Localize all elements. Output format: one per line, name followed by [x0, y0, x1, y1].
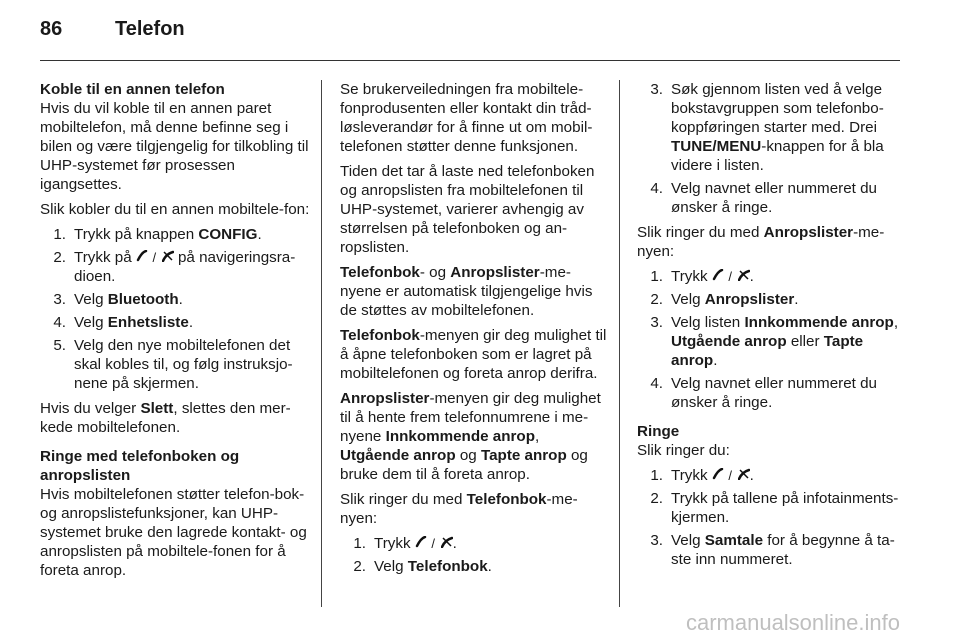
phone-icon: [136, 250, 148, 262]
list-item: 3. Velg Samtale for å begynne å ta-ste inn nummeret.: [650, 532, 895, 568]
paragraph: Tiden det tar å laste ned telefonboken og anropslisten fra mobiltelefonen til UHP-systemet, varierer avhengig av størrelsen på telefonboken og an-ropslisten.: [340, 163, 595, 256]
phone-icon: [712, 468, 724, 480]
column-2: [340, 80, 608, 582]
column-divider: [619, 80, 620, 607]
list-item: 3. Søk gjennom listen ved å velge bokstavgruppen som telefonbo-koppføringen starter med. Drei TUNE/MENU-knappen for å bla videre i listen.: [650, 81, 884, 174]
list-item: 2. Velg Anropslister.: [650, 291, 799, 308]
list-item: 2. Trykk på tallene på infotainments-kjermen.: [650, 490, 899, 526]
page-title: Telefon: [115, 18, 185, 40]
paragraph: Hvis du velger Slett, slettes den mer-kede mobiltelefonen.: [40, 400, 291, 436]
column-divider: [321, 80, 322, 607]
phone-icon: [712, 269, 724, 281]
column-3: [637, 80, 905, 575]
step-list: [40, 225, 310, 393]
hangup-icon: [738, 468, 750, 480]
paragraph: Telefonbok-menyen gir deg mulighet til å åpne telefonboken som er lagret på mobiltelefonen og foreta anrop derifra.: [340, 327, 607, 382]
list-item: 4. Velg Enhetsliste.: [53, 314, 194, 331]
page-number: 86: [40, 18, 63, 40]
paragraph: Slik ringer du med Telefonbok-me-nyen:: [340, 491, 578, 527]
watermark: carmanualsonline.info: [685, 610, 900, 635]
step-list: [340, 534, 608, 576]
step-list: [637, 466, 905, 569]
paragraph: Slik kobler du til en annen mobiltele-fon:: [40, 201, 310, 218]
phone-icon: [415, 536, 427, 548]
paragraph: Hvis mobiltelefonen støtter telefon-bok- og anropslistefunksjoner, kan UHP-systemet bruke den lagrede kontakt- og anropslisten på mobiltele-fonen for å foreta anrop.: [40, 486, 307, 579]
paragraph: Telefonbok- og Anropslister-me-nyene er automatisk tilgjengelige hvis de støttes av mobiltelefonen.: [340, 264, 593, 319]
hangup-icon: [162, 250, 174, 262]
heading-koble: Koble til en annen telefon: [40, 81, 225, 98]
hangup-icon: [738, 269, 750, 281]
list-item: 2. Trykk på / på navigeringsra-dioen.: [53, 249, 296, 285]
list-item: 1. Trykk på knappen CONFIG.: [53, 226, 262, 243]
list-item: 4. Velg navnet eller nummeret du ønsker å ringe.: [650, 375, 877, 411]
step-list: [637, 267, 905, 412]
list-item: 1. Trykk / .: [650, 467, 754, 484]
step-list: [637, 80, 905, 217]
column-1: [40, 80, 310, 586]
list-item: 3. Velg listen Innkommende anrop, Utgående anrop eller Tapte anrop.: [650, 314, 899, 369]
paragraph: Hvis du vil koble til en annen paret mobiltelefon, må denne befinne seg i bilen og være tilgjengelig for tilkobling til UHP-systemet før prosessen igangsettes.: [40, 100, 309, 193]
list-item: 1. Trykk / .: [353, 535, 457, 552]
header-rule: [40, 60, 900, 61]
list-item: 1. Trykk / .: [650, 268, 754, 285]
heading-ringe-telefonbok: Ringe med telefonboken og anropslisten: [40, 448, 240, 484]
list-item: 5. Velg den nye mobiltelefonen det skal kobles til, og følg instruksjo-nene på skjermen.: [53, 337, 293, 392]
list-item: 3. Velg Bluetooth.: [53, 291, 183, 308]
list-item: 2. Velg Telefonbok.: [353, 558, 492, 575]
list-item: 4. Velg navnet eller nummeret du ønsker å ringe.: [650, 180, 877, 216]
heading-ringe: Ringe: [637, 423, 680, 440]
paragraph: Slik ringer du med Anropslister-me-nyen:: [637, 224, 885, 260]
hangup-icon: [441, 536, 453, 548]
page-header: [40, 18, 185, 48]
paragraph: Anropslister-menyen gir deg mulighet til å hente frem telefonnumrene i me-nyene Innkommende anrop, Utgående anrop og Tapte anrop og bruke dem til å foreta anrop.: [340, 390, 601, 483]
paragraph: Slik ringer du:: [637, 442, 730, 459]
paragraph: Se brukerveiledningen fra mobiltele-fonprodusenten eller kontakt din tråd-løsleverandør for å finne ut om mobil-telefonen støtter denne funksjonen.: [340, 81, 593, 155]
